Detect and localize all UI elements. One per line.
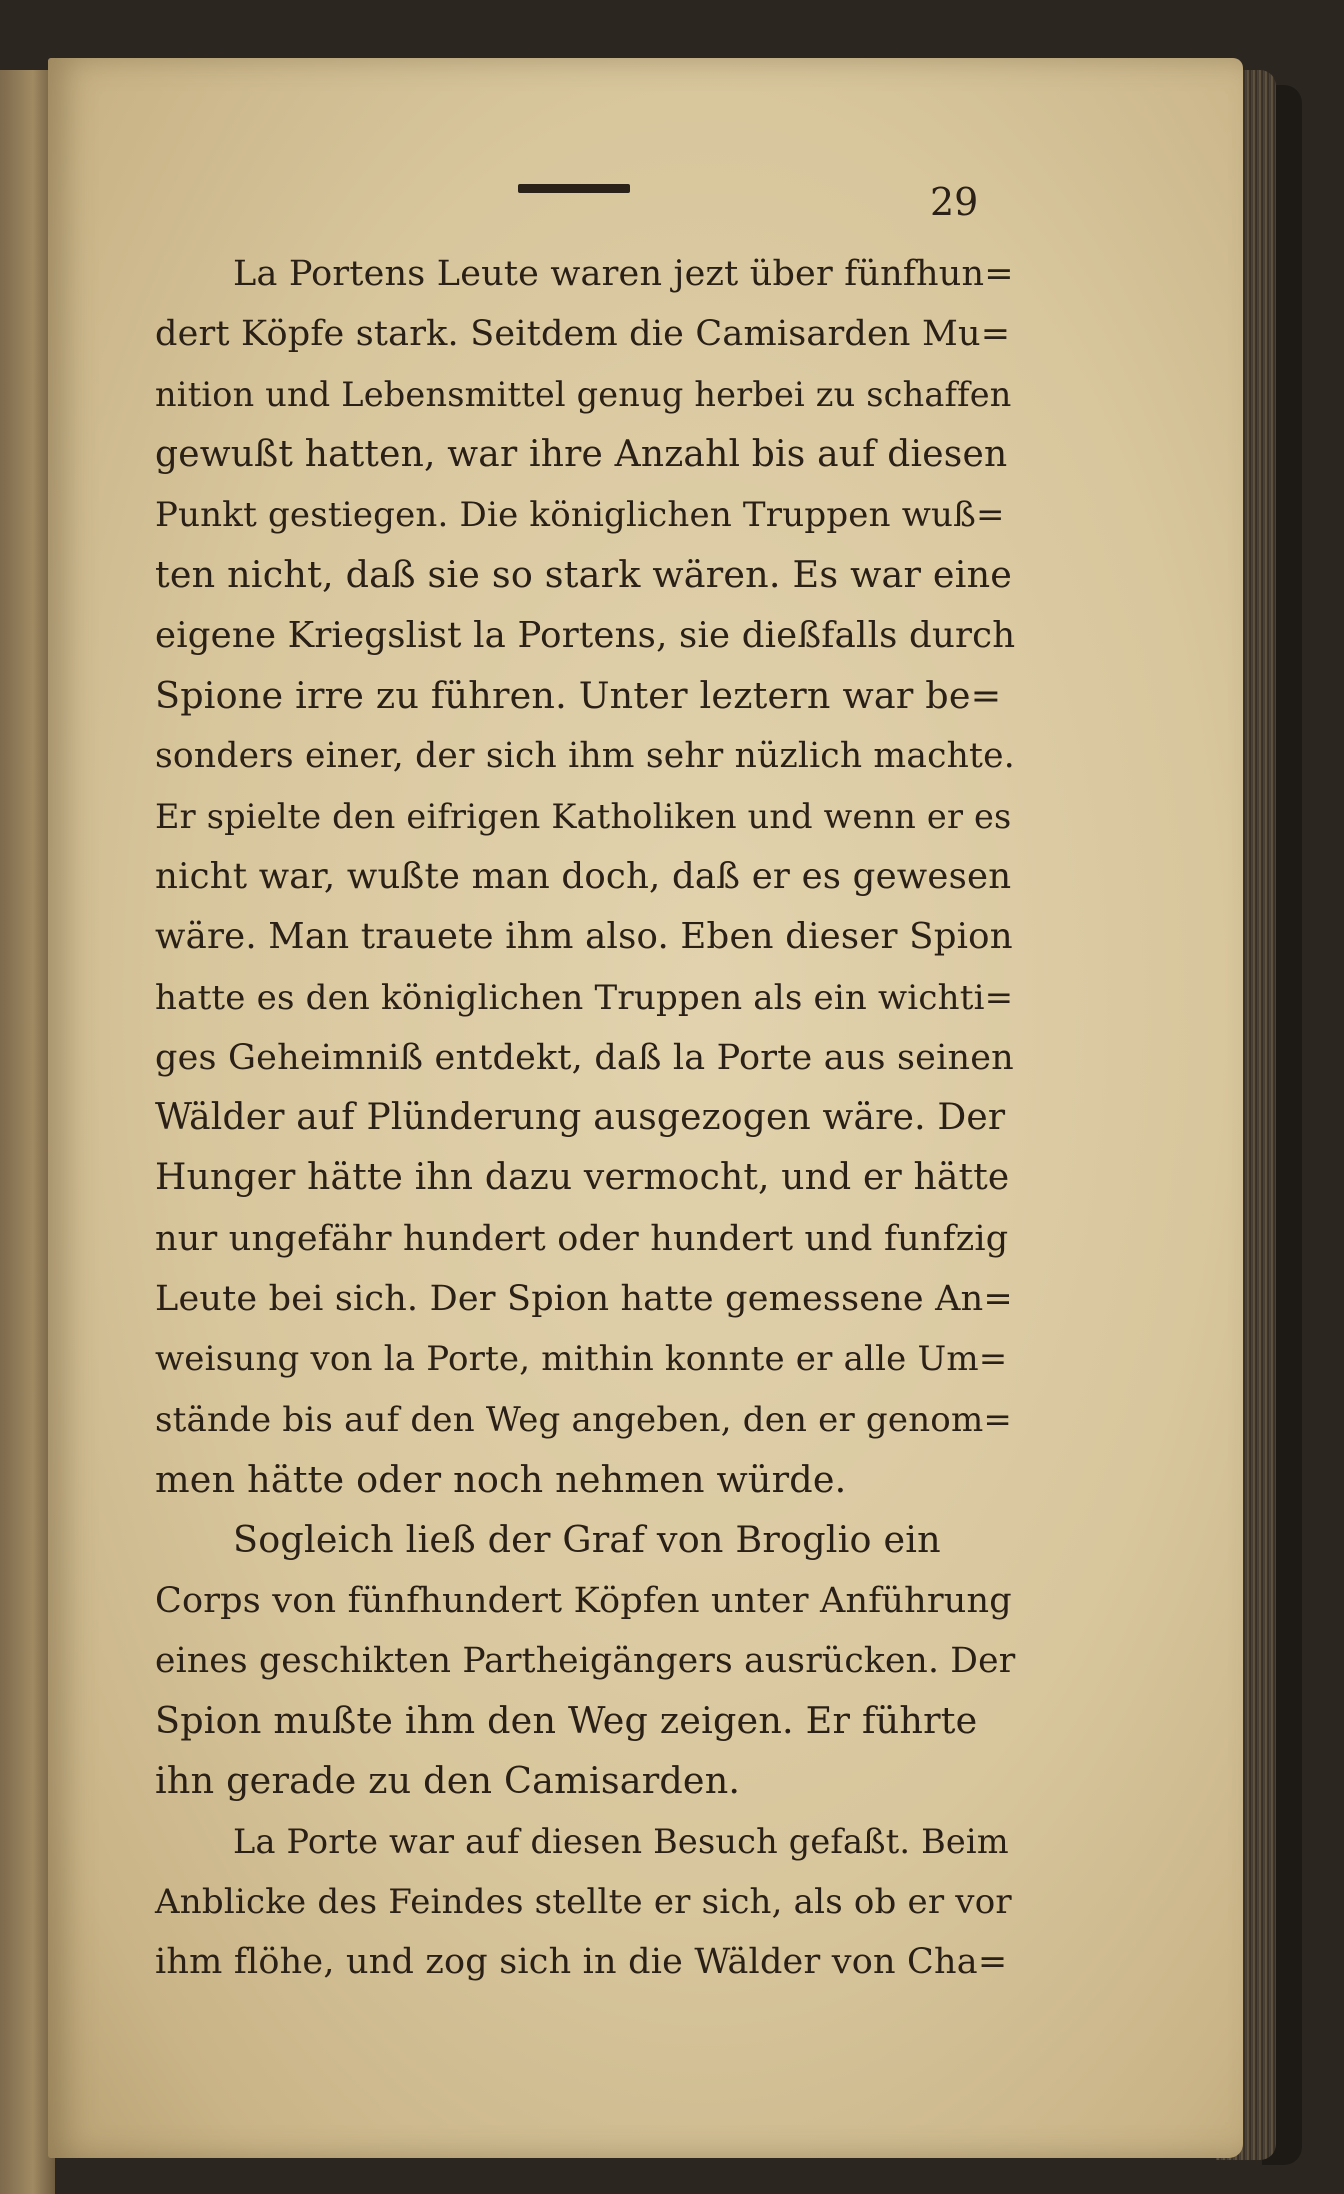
text-line: stände bis auf den Weg angeben, den er genom= [155,1399,1013,1440]
text-line: ihn gerade zu den Camisarden. [155,1759,741,1803]
text-line: gewußt hatten, war ihre Anzahl bis auf diesen [155,433,1008,475]
header-ornament-rule [518,184,630,193]
text-line: Hunger hätte ihn dazu vermocht, und er hätte [155,1157,1010,1199]
text-line: hatte es den königlichen Truppen als ein wichti= [155,977,1014,1018]
text-line: nition und Lebensmittel genug herbei zu schaffen [155,374,1012,414]
text-line: nicht war, wußte man doch, daß er es gewesen [155,855,1012,897]
text-line: Wälder auf Plünderung ausgezogen wäre. Der [155,1097,1006,1139]
previous-page-edge [0,70,55,2194]
text-line: Spion mußte ihm den Weg zeigen. Er führte [155,1699,978,1743]
text-line: weisung von la Porte, mithin konnte er alle Um= [155,1339,1008,1380]
text-line: eines geschikten Partheigängers ausrücken. Der [155,1640,1016,1681]
text-line: ges Geheimniß entdekt, daß la Porte aus seinen [155,1037,1014,1078]
text-line: La Porte war auf diesen Besuch gefaßt. Beim [233,1821,1009,1861]
text-line: La Portens Leute waren jezt über fünfhun= [233,254,1014,294]
text-line: sonders einer, der sich ihm sehr nüzlich machte. [155,736,1015,777]
text-line: Spione irre zu führen. Unter leztern war be= [155,674,1002,718]
body-text [155,244,1015,1993]
text-line: Sogleich ließ der Graf von Broglio ein [233,1518,941,1562]
text-line: ten nicht, daß sie so stark wären. Es war eine [155,553,1013,597]
text-line: Punkt gestiegen. Die königlichen Truppen wuß= [155,495,1005,536]
text-line: Anblicke des Feindes stellte er sich, als ob er vor [155,1882,1012,1923]
text-line: eigene Kriegslist la Portens, sie dießfalls durch [155,614,1016,656]
text-line: nur ungefähr hundert oder hundert und funfzig [155,1218,1009,1259]
text-line: wäre. Man trauete ihm also. Eben dieser Spion [155,916,1013,958]
text-line: ihm flöhe, und zog sich in die Wälder von Cha= [155,1942,1008,1983]
text-line: Er spielte den eifrigen Katholiken und wenn er es [155,796,1012,836]
text-line: Leute bei sich. Der Spion hatte gemessene An= [155,1279,1013,1320]
text-line: men hätte oder noch nehmen würde. [155,1457,847,1501]
page-number: 29 [930,180,979,224]
text-line: Corps von fünfhundert Köpfen unter Anführung [155,1580,1012,1621]
text-line: dert Köpfe stark. Seitdem die Camisarden Mu= [155,314,1011,355]
